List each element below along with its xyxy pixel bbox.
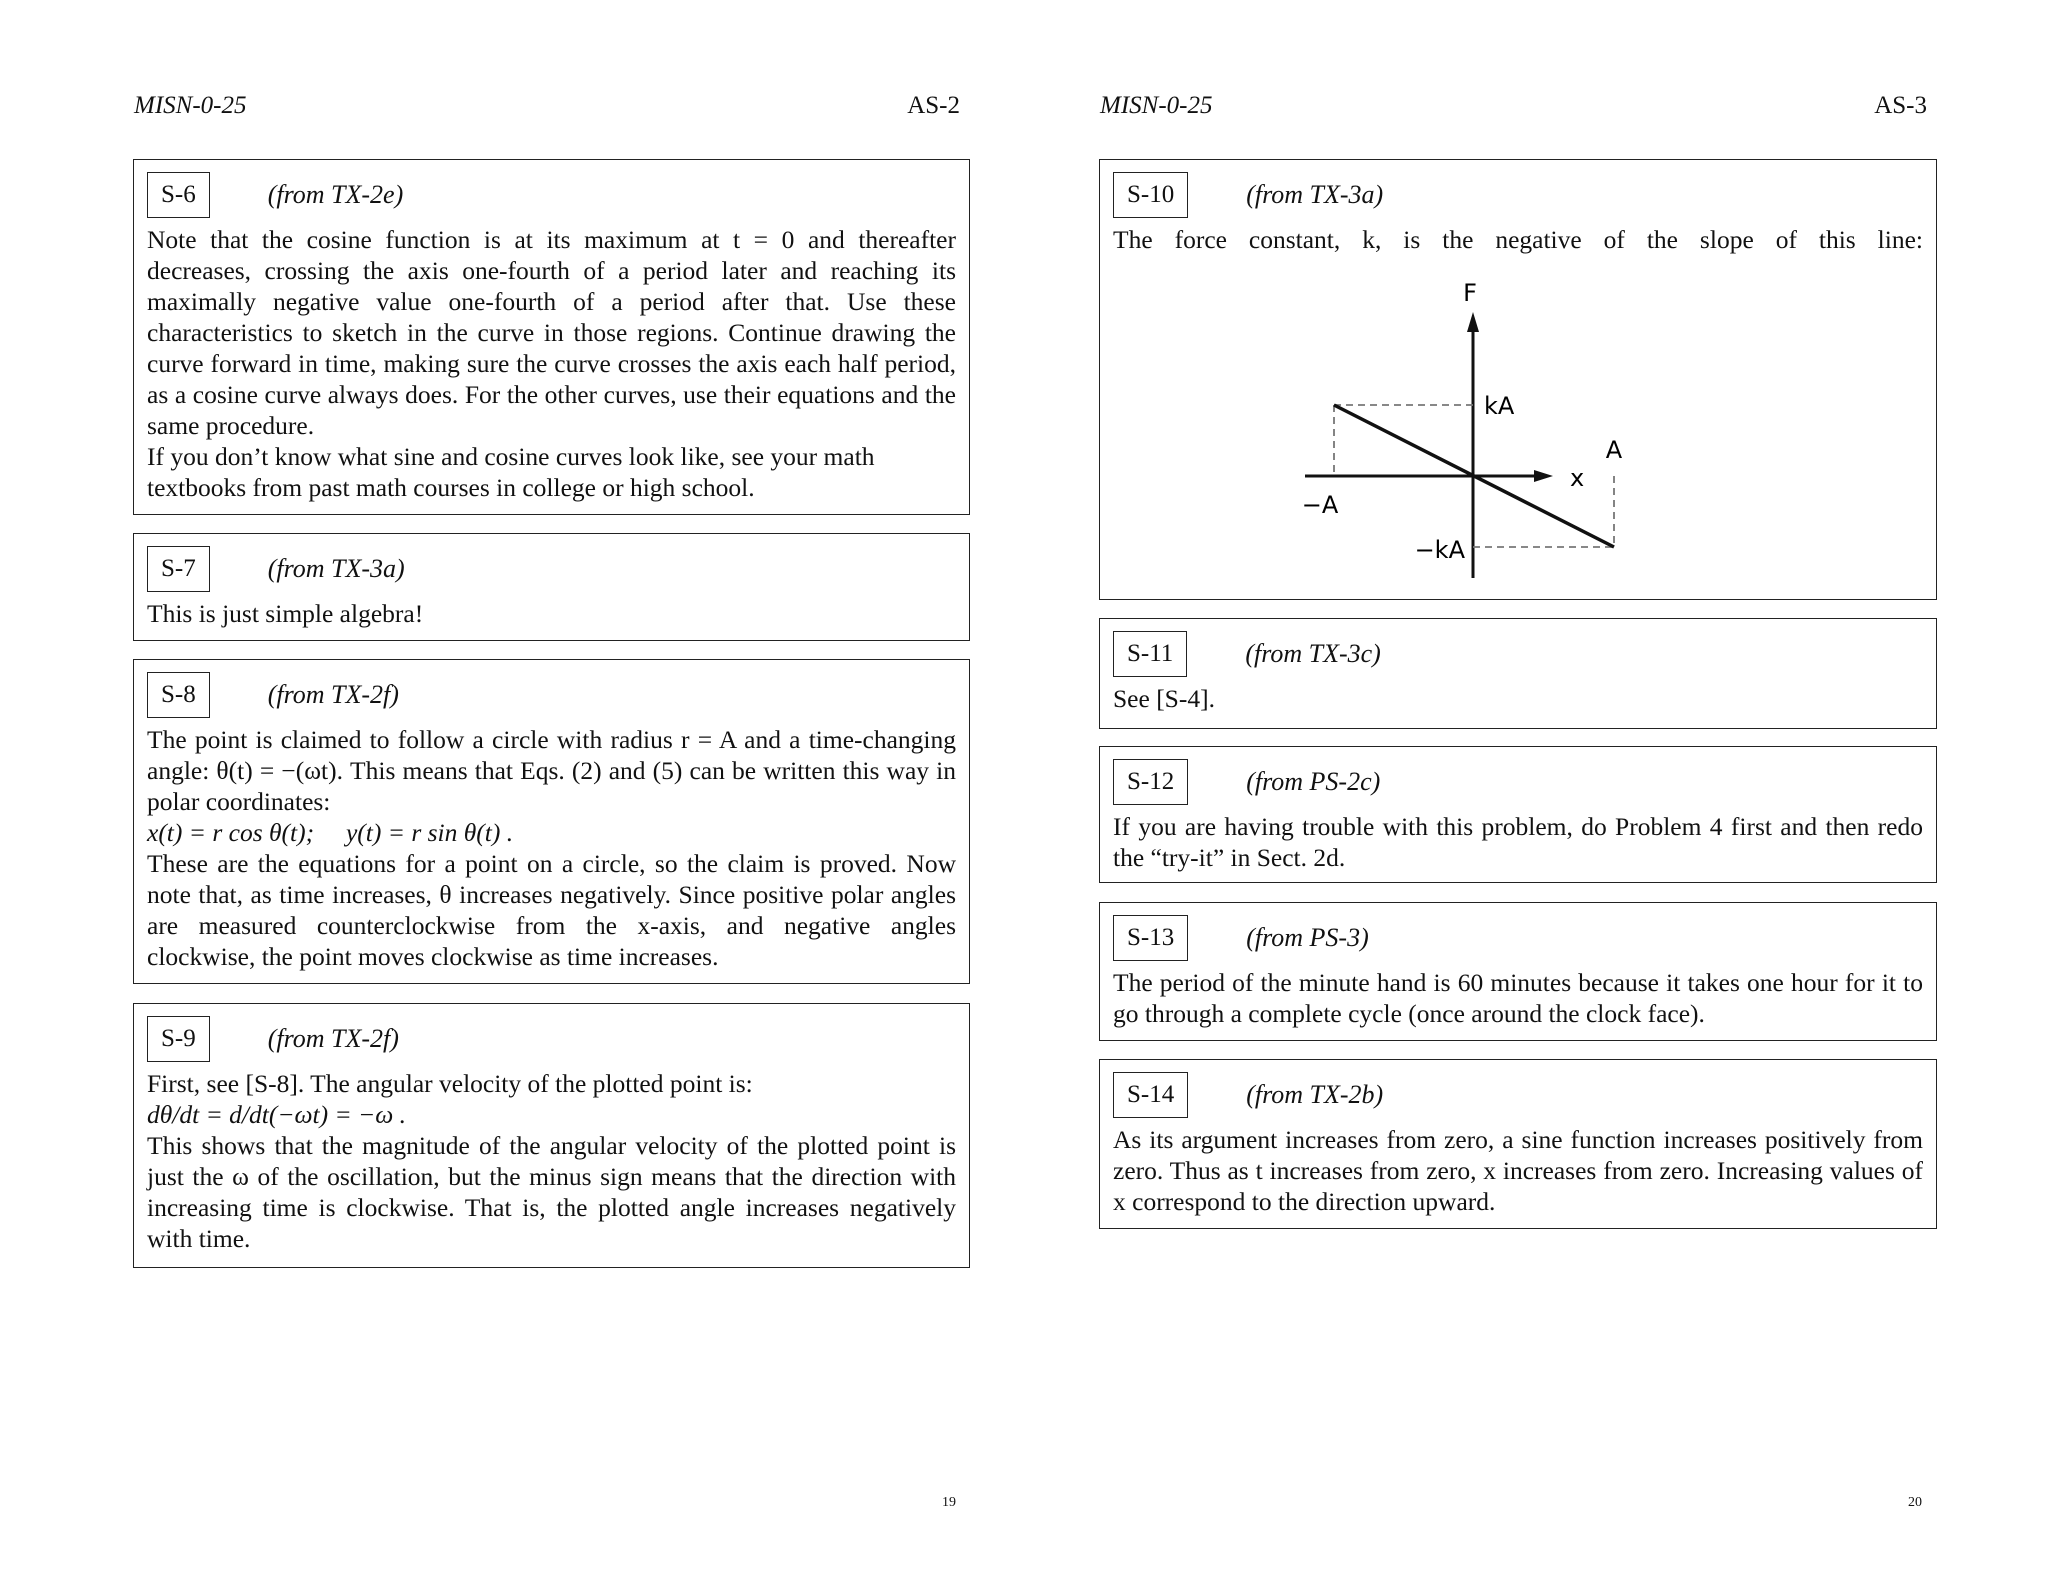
section-source: (from TX-3a) bbox=[267, 554, 405, 583]
paragraph: This is just simple algebra! bbox=[147, 599, 424, 628]
section-source: (from TX-2f) bbox=[267, 1024, 399, 1053]
section-body bbox=[1113, 811, 1923, 873]
section-tag: S-10 bbox=[1113, 172, 1188, 218]
page-header-code: AS-2 bbox=[907, 92, 960, 119]
section-s13 bbox=[1099, 902, 1937, 1041]
right-page bbox=[1024, 0, 2048, 1582]
x-axis-arrow-icon bbox=[1534, 470, 1553, 482]
equation: x(t) = r cos θ(t); y(t) = r sin θ(t) . bbox=[147, 818, 514, 847]
paragraph: Note that the cosine function is at its maximum at t = 0 and thereafter decreases, crossing the axis one-fourth of a period later and reaching its maximally negative value one-fourth of a period after that. Use these characteristics to sketch in the curve in those regions. Continue drawing the curve forward in time, making sure the curve crosses the axis each half period, as a cosine curve always does. For the other curves, use their equations and the same procedure. bbox=[147, 225, 956, 440]
y-axis-arrow-icon bbox=[1467, 312, 1479, 332]
section-tag: S-9 bbox=[147, 1016, 210, 1062]
section-tag: S-8 bbox=[147, 672, 210, 718]
kA-label: kA bbox=[1484, 392, 1515, 420]
section-tag: S-6 bbox=[147, 172, 210, 218]
section-tag: S-14 bbox=[1113, 1072, 1188, 1118]
section-source: (from TX-3c) bbox=[1245, 639, 1381, 668]
page-header-title: MISN-0-25 bbox=[134, 92, 247, 119]
section-s11 bbox=[1099, 618, 1937, 729]
equation: dθ/dt = d/dt(−ωt) = −ω . bbox=[147, 1100, 407, 1129]
y-axis-label: F bbox=[1463, 279, 1478, 307]
page-number: 20 bbox=[1908, 1495, 1922, 1510]
A-label: A bbox=[1606, 436, 1623, 464]
section-source: (from PS-3) bbox=[1246, 923, 1369, 952]
section-body bbox=[147, 1068, 956, 1254]
paragraph: See [S-4]. bbox=[1113, 684, 1215, 713]
x-axis-label: x bbox=[1570, 464, 1585, 492]
paragraph: If you don’t know what sine and cosine curves look like, see your math textbooks from past math courses in college or high school. bbox=[147, 442, 875, 502]
force-displacement-figure bbox=[1098, 268, 1936, 578]
section-source: (from TX-2e) bbox=[267, 180, 404, 209]
paragraph: First, see [S-8]. The angular velocity of the plotted point is: bbox=[147, 1069, 753, 1098]
section-tag: S-7 bbox=[147, 546, 210, 592]
section-source: (from TX-3a) bbox=[1246, 180, 1384, 209]
section-tag: S-13 bbox=[1113, 915, 1188, 961]
section-body bbox=[1113, 224, 1923, 255]
section-tag: S-11 bbox=[1113, 631, 1187, 677]
section-body bbox=[1113, 1124, 1923, 1217]
section-source: (from PS-2c) bbox=[1246, 767, 1381, 796]
paragraph: These are the equations for a point on a circle, so the claim is proved. Now note that, as time increases, θ increases negatively. Since positive polar angles are measured counterclockwise from the x-axis, and negative angles clockwise, the point moves clockwise as time increases. bbox=[147, 849, 956, 971]
section-source: (from TX-2b) bbox=[1246, 1080, 1384, 1109]
section-body bbox=[147, 598, 956, 629]
section-s9 bbox=[133, 1003, 970, 1268]
section-s14 bbox=[1099, 1059, 1937, 1229]
page-number: 19 bbox=[942, 1495, 956, 1510]
section-tag: S-12 bbox=[1113, 759, 1188, 805]
minus-A-label: −A bbox=[1302, 491, 1339, 519]
section-body bbox=[147, 224, 956, 503]
paragraph: As its argument increases from zero, a sine function increases positively from zero. Thus as t increases from zero, x increases from zero. Increasing values of x correspond to the direction upward. bbox=[1113, 1125, 1923, 1216]
section-body bbox=[1113, 683, 1923, 714]
page-header-title: MISN-0-25 bbox=[1100, 92, 1213, 119]
section-body bbox=[147, 724, 956, 972]
section-s12 bbox=[1099, 746, 1937, 883]
paragraph: The period of the minute hand is 60 minutes because it takes one hour for it to go through a complete cycle (once around the clock face). bbox=[1113, 968, 1923, 1028]
section-s7 bbox=[133, 533, 970, 641]
paragraph: If you are having trouble with this problem, do Problem 4 first and then redo the “try-it” in Sect. 2d. bbox=[1113, 812, 1923, 872]
paragraph: This shows that the magnitude of the angular velocity of the plotted point is just the ω of the oscillation, but the minus sign means that the direction with increasing time is clockwise. That is, the plotted angle increases negatively with time. bbox=[147, 1131, 956, 1253]
minus-kA-label: −kA bbox=[1414, 536, 1466, 564]
section-s10 bbox=[1099, 159, 1937, 600]
section-body bbox=[1113, 967, 1923, 1029]
section-s8 bbox=[133, 659, 970, 984]
paragraph: The force constant, k, is the negative of the slope of this line: bbox=[1113, 225, 1923, 254]
section-source: (from TX-2f) bbox=[267, 680, 399, 709]
page-header-code: AS-3 bbox=[1874, 92, 1927, 119]
paragraph: The point is claimed to follow a circle with radius r = A and a time-changing angle: θ(t) = −(ωt). This means that Eqs. (2) and (5) can be written this way in polar coordinates: bbox=[147, 725, 956, 816]
section-s6 bbox=[133, 159, 970, 515]
